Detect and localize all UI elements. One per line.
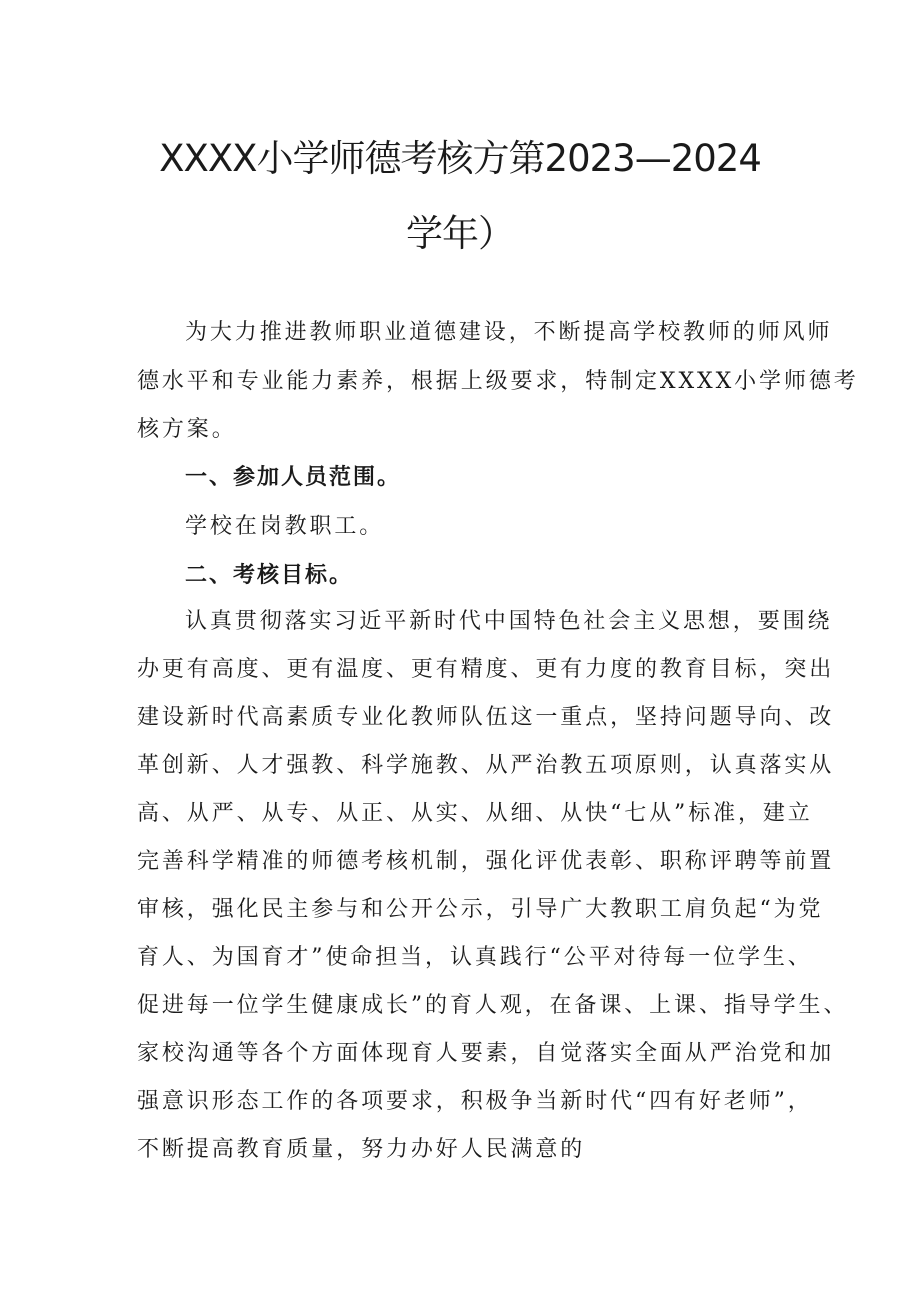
- section-2-line: 育人、为国育才”使命担当，认真践行“公平对待每一位学生、: [137, 945, 813, 970]
- section-2-line: 办更有高度、更有温度、更有精度、更有力度的教育目标，突出: [137, 657, 835, 682]
- section-2-line: 高、从严、从专、从正、从实、从细、从快“七从”标准，建立: [137, 801, 813, 826]
- section-2-line: 革创新、人才强教、科学施教、从严治教五项原则，认真落实从: [137, 753, 835, 778]
- section-1-body: 学校在岗教职工。: [185, 514, 385, 539]
- section-2-line: 审核，强化民主参与和公开公示，引导广大教职工肩负起“为党: [137, 897, 824, 922]
- intro-line: 德水平和专业能力素养，根据上级要求，特制定XXXX小学师德考: [137, 369, 859, 394]
- section-2-line: 不断提高教育质量，努力办好人民满意的: [137, 1137, 586, 1162]
- section-2-line: 促进每一位学生健康成长”的育人观，在备课、上课、指导学生、: [137, 993, 849, 1018]
- document-title-line-1: XXXX小学师德考核方第2023—2024: [159, 137, 761, 180]
- section-2-line: 认真贯彻落实习近平新时代中国特色社会主义思想，要围绕: [185, 609, 833, 634]
- section-2-heading: 二、考核目标。: [185, 563, 354, 588]
- intro-line: 为大力推进教师职业道德建设，不断提高学校教师的师风师: [185, 320, 833, 345]
- document-title-line-2: 学年）: [406, 212, 514, 255]
- section-2-line: 强意识形态工作的各项要求，积极争当新时代“四有好老师”，: [137, 1089, 813, 1114]
- section-2-line: 完善科学精准的师德考核机制，强化评优表彰、职称评聘等前置: [137, 849, 835, 874]
- section-1-heading: 一、参加人员范围。: [185, 465, 402, 490]
- intro-line: 核方案。: [137, 417, 237, 442]
- section-2-line: 建设新时代高素质专业化教师队伍这一重点，坚持问题导向、改: [137, 705, 835, 730]
- section-2-line: 家校沟通等各个方面体现育人要素，自觉落实全面从严治党和加: [137, 1041, 835, 1066]
